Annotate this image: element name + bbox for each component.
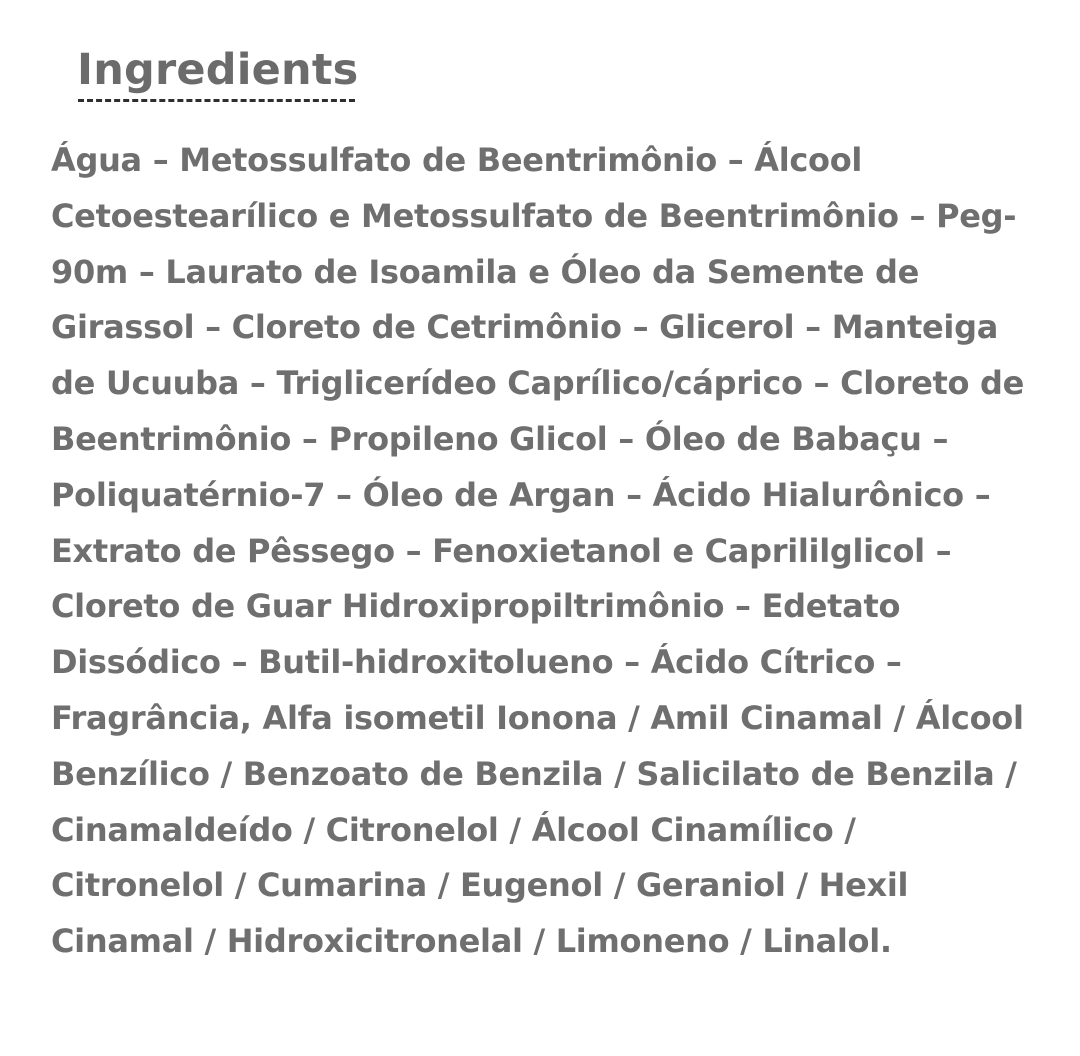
ingredients-heading: Ingredients xyxy=(77,45,359,95)
heading-dashed-underline xyxy=(78,99,355,102)
ingredients-list-text: Água – Metossulfato de Beentrimônio – Álcool Cetoestearílico e Metossulfato de Beentrimônio – Peg- 90m – Laurato de Isoamila e Óleo da Semente de Girassol – Cloreto de Cetrimônio – Glicerol – Manteiga de Ucuuba – Triglicerídeo Caprílico/cáprico – Cloreto de Beentrimônio – Propileno Glicol – Óleo de Babaçu – Poliquatérnio-7 – Óleo de Argan – Ácido Hialurônico – Extrato de Pêssego – Fenoxietanol e Caprililglicol – Cloreto de Guar Hidroxipropiltrimônio – Edetato Dissódico – Butil-hidroxitolueno – Ácido Cítrico – Fragrância, Alfa isometil Ionona / Amil Cinamal / Álcool Benzílico / Benzoato de Benzila / Salicilato de Benzila / Cinamaldeído / Citronelol / Álcool Cinamílico / Citronelol / Cumarina / Eugenol / Geraniol / Hexil Cinamal / Hidroxicitronelal / Limoneno / Linalol. xyxy=(51,141,1025,961)
